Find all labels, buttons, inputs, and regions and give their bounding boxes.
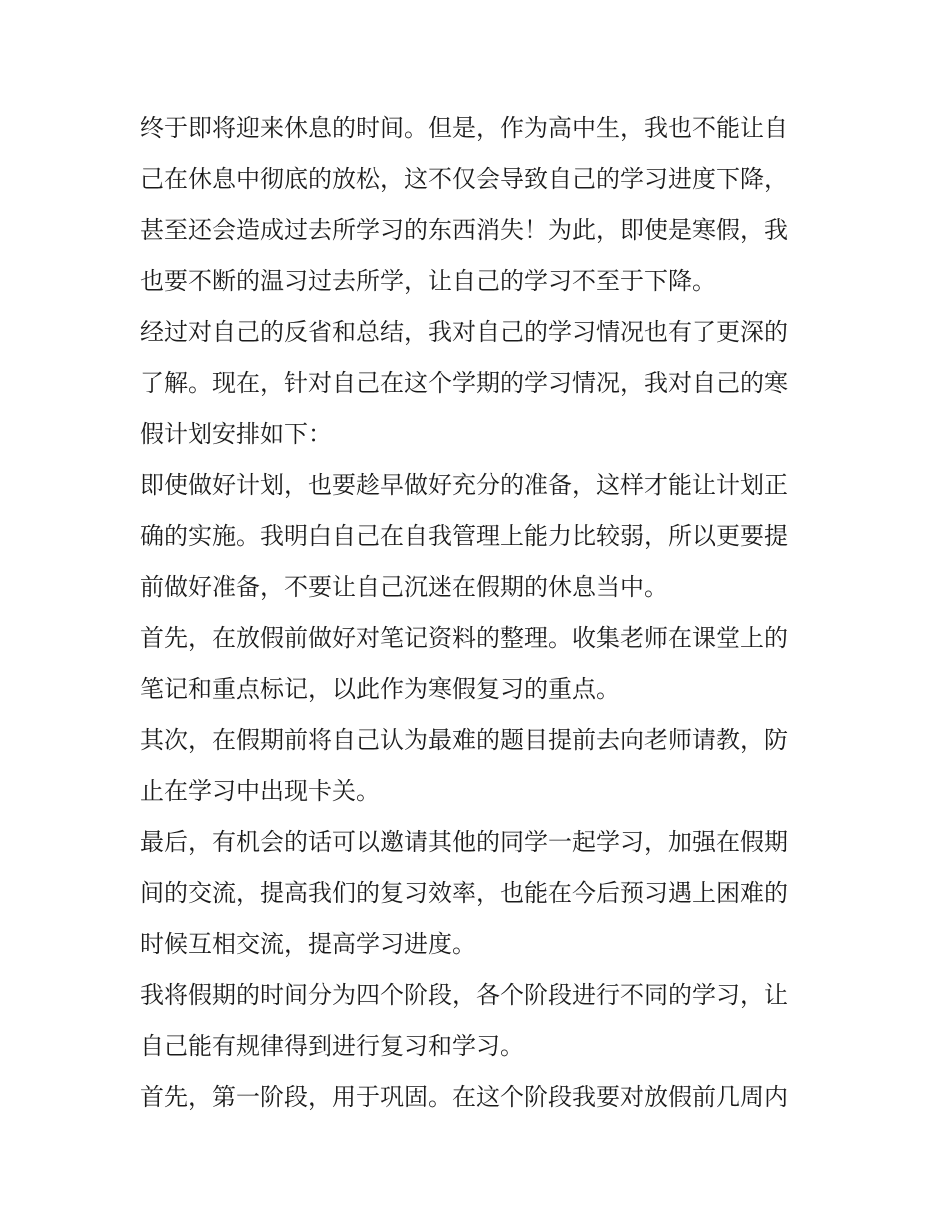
paragraph-7 [140,970,820,1072]
text-line: 前做好准备，不要让自己沉迷在假期的休息当中。 [140,573,668,601]
text-line: 终于即将迎来休息的时间。但是，作为高中生，我也不能让自 [140,114,788,142]
text-line: 己在休息中彻底的放松，这不仅会导致自己的学习进度下降， [140,165,788,193]
text-line: 首先，在放假前做好对笔记资料的整理。收集老师在课堂上的 [140,624,788,652]
document-body [140,103,820,1123]
text-line: 首先，第一阶段，用于巩固。在这个阶段我要对放假前几周内 [140,1083,788,1111]
text-line: 我将假期的时间分为四个阶段，各个阶段进行不同的学习，让 [140,981,788,1009]
paragraph-6 [140,817,820,970]
text-line: 确的实施。我明白自己在自我管理上能力比较弱，所以更要提 [140,522,788,550]
text-line: 经过对自己的反省和总结，我对自己的学习情况也有了更深的 [140,318,788,346]
text-line: 了解。现在，针对自己在这个学期的学习情况，我对自己的寒 [140,369,788,397]
text-line: 甚至还会造成过去所学习的东西消失！为此，即使是寒假，我 [140,216,788,244]
paragraph-2 [140,307,820,460]
text-line: 也要不断的温习过去所学，让自己的学习不至于下降。 [140,267,716,295]
text-line: 假计划安排如下： [140,420,332,448]
paragraph-3 [140,460,820,613]
text-line: 自己能有规律得到进行复习和学习。 [140,1032,524,1060]
text-line: 笔记和重点标记，以此作为寒假复习的重点。 [140,675,620,703]
paragraph-4 [140,613,820,715]
paragraph-5 [140,715,820,817]
text-line: 止在学习中出现卡关。 [140,777,380,805]
text-line: 即使做好计划，也要趁早做好充分的准备，这样才能让计划正 [140,471,788,499]
paragraph-8 [140,1072,820,1123]
text-line: 时候互相交流，提高学习进度。 [140,930,476,958]
text-line: 间的交流，提高我们的复习效率，也能在今后预习遇上困难的 [140,879,788,907]
paragraph-1 [140,103,820,307]
text-line: 其次，在假期前将自己认为最难的题目提前去向老师请教，防 [140,726,788,754]
text-line: 最后，有机会的话可以邀请其他的同学一起学习，加强在假期 [140,828,788,856]
